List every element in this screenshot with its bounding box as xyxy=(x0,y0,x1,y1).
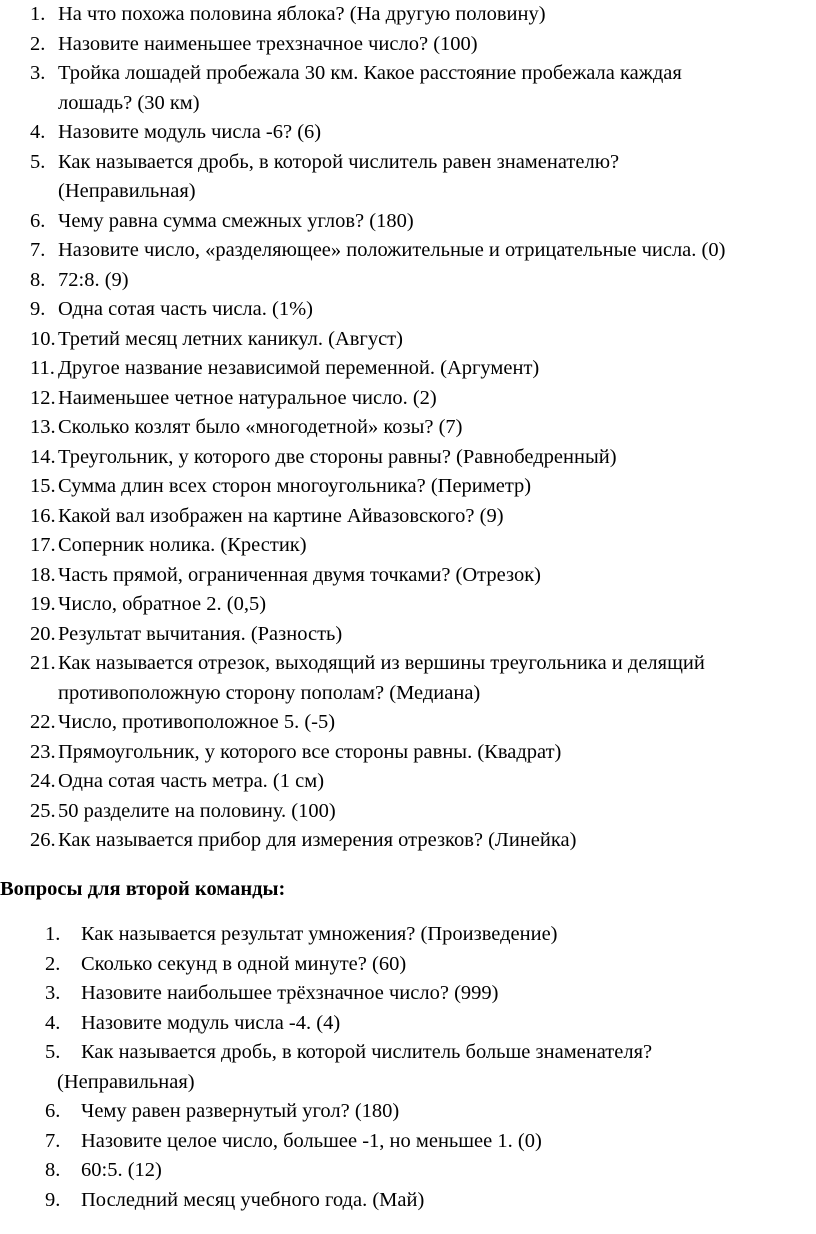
list-item xyxy=(30,384,800,414)
list-item xyxy=(30,148,800,207)
list-item xyxy=(45,1097,805,1127)
list-item xyxy=(30,826,800,856)
list-item xyxy=(30,207,800,237)
item-number: 19. xyxy=(30,593,56,615)
item-text: Наименьшее четное натуральное число. (2) xyxy=(58,386,437,409)
list-item xyxy=(45,979,805,1009)
item-text: Сколько козлят было «многодетной» козы? (7) xyxy=(58,416,463,438)
item-number: 13. xyxy=(30,416,56,438)
item-text: Одна сотая часть числа. (1%) xyxy=(58,298,313,320)
item-number: 18. xyxy=(30,563,56,586)
item-text: Как называется дробь, в которой числитель больше знаменателя? xyxy=(81,1041,653,1063)
item-text: Чему равен развернутый угол? (180) xyxy=(81,1100,400,1122)
item-text: Назовите модуль числа -4. (4) xyxy=(81,1011,341,1034)
item-number: 1. xyxy=(30,3,46,25)
item-number: 21. xyxy=(30,652,56,674)
list-item xyxy=(30,354,800,384)
item-number: 10. xyxy=(30,327,56,350)
list-item xyxy=(30,236,800,266)
item-text: Одна сотая часть метра. (1 см) xyxy=(58,770,325,792)
item-number: 7. xyxy=(45,1129,61,1152)
item-text: Другое название независимой переменной. (Аргумент) xyxy=(58,357,540,379)
item-number: 6. xyxy=(30,209,46,232)
list-item xyxy=(30,118,800,148)
item-number: 22. xyxy=(30,711,56,733)
list-item xyxy=(30,59,800,118)
list-item xyxy=(30,590,800,620)
list-item xyxy=(45,1186,805,1216)
list-item xyxy=(30,472,800,502)
list-item xyxy=(30,620,800,650)
item-text-continued: (Неправильная) xyxy=(58,180,196,202)
list-item xyxy=(45,1156,805,1186)
item-number: 2. xyxy=(30,32,46,55)
item-text: Соперник нолика. (Крестик) xyxy=(58,534,307,556)
item-number: 6. xyxy=(45,1100,61,1122)
item-text: Назовите модуль числа -6? (6) xyxy=(58,121,322,143)
list-item xyxy=(30,797,800,827)
item-number: 20. xyxy=(30,622,56,645)
item-number: 5. xyxy=(30,150,46,173)
question-list-team-one xyxy=(30,0,800,856)
item-text: Назовите наибольшее трёхзначное число? (999) xyxy=(81,982,499,1004)
list-item xyxy=(30,531,800,561)
list-item xyxy=(45,1038,805,1097)
item-text: 50 разделите на половину. (100) xyxy=(58,799,336,822)
item-number: 8. xyxy=(30,268,46,291)
list-item xyxy=(30,266,800,296)
item-number: 12. xyxy=(30,386,56,409)
item-number: 23. xyxy=(30,740,56,763)
item-text: Результат вычитания. (Разность) xyxy=(58,622,343,645)
list-item xyxy=(30,708,800,738)
item-number: 16. xyxy=(30,504,56,527)
item-text-continued: (Неправильная) xyxy=(57,1070,195,1093)
item-number: 14. xyxy=(30,445,56,468)
item-text: Назовите число, «разделяющее» положительные и отрицательные числа. (0) xyxy=(58,239,726,261)
item-text: 60:5. (12) xyxy=(81,1159,162,1181)
item-text: Прямоугольник, у которого все стороны равны. (Квадрат) xyxy=(58,740,562,763)
item-number: 26. xyxy=(30,829,56,851)
item-number: 25. xyxy=(30,799,56,822)
item-number: 1. xyxy=(45,923,61,945)
item-number: 24. xyxy=(30,770,56,792)
item-text: Чему равна сумма смежных углов? (180) xyxy=(58,209,414,232)
list-item xyxy=(30,649,800,708)
item-number: 5. xyxy=(45,1041,61,1063)
list-item xyxy=(30,30,800,60)
section-heading-team-two: Вопросы для второй команды: xyxy=(0,878,286,900)
item-text: Назовите наименьшее трехзначное число? (100) xyxy=(58,32,478,55)
item-text: Назовите целое число, большее -1, но меньшее 1. (0) xyxy=(81,1129,542,1152)
list-item xyxy=(30,561,800,591)
item-text: Число, противоположное 5. (-5) xyxy=(58,711,336,733)
question-list-team-two xyxy=(45,920,805,1215)
list-item xyxy=(30,295,800,325)
item-text: Тройка лошадей пробежала 30 км. Какое расстояние пробежала каждая xyxy=(58,62,682,84)
list-item xyxy=(30,738,800,768)
item-text: Как называется прибор для измерения отрезков? (Линейка) xyxy=(58,829,577,851)
list-item xyxy=(30,767,800,797)
list-item xyxy=(45,1009,805,1039)
list-item xyxy=(45,1127,805,1157)
item-text: Сколько секунд в одной минуте? (60) xyxy=(81,952,407,975)
item-text: Как называется отрезок, выходящий из вершины треугольника и делящий xyxy=(58,652,705,674)
item-number: 17. xyxy=(30,534,56,556)
item-text: Число, обратное 2. (0,5) xyxy=(58,593,267,615)
list-item xyxy=(30,502,800,532)
item-text: Треугольник, у которого две стороны равны? (Равнобедренный) xyxy=(58,445,617,468)
item-number: 9. xyxy=(45,1188,61,1211)
list-item xyxy=(30,0,800,30)
item-text-continued: лошадь? (30 км) xyxy=(58,91,200,114)
item-number: 2. xyxy=(45,952,61,975)
item-text: Как называется дробь, в которой числитель равен знаменателю? xyxy=(58,150,620,173)
item-text: Третий месяц летних каникул. (Август) xyxy=(58,327,403,350)
item-number: 4. xyxy=(45,1011,61,1034)
item-number: 3. xyxy=(30,62,46,84)
item-number: 3. xyxy=(45,982,61,1004)
item-text: Часть прямой, ограниченная двумя точками? (Отрезок) xyxy=(58,563,542,586)
item-text: Как называется результат умножения? (Произведение) xyxy=(81,923,558,945)
item-text: Сумма длин всех сторон многоугольника? (Периметр) xyxy=(58,475,532,497)
item-text: Последний месяц учебного года. (Май) xyxy=(81,1188,425,1211)
item-text: 72:8. (9) xyxy=(58,268,129,291)
item-number: 8. xyxy=(45,1159,61,1181)
item-number: 15. xyxy=(30,475,56,497)
item-number: 4. xyxy=(30,121,46,143)
list-item xyxy=(45,950,805,980)
list-item xyxy=(30,413,800,443)
item-number: 9. xyxy=(30,298,46,320)
item-text: Какой вал изображен на картине Айвазовского? (9) xyxy=(58,504,504,527)
item-number: 11. xyxy=(30,357,55,379)
list-item xyxy=(30,443,800,473)
item-text-continued: противоположную сторону пополам? (Медиана) xyxy=(58,681,481,704)
list-item xyxy=(30,325,800,355)
item-number: 7. xyxy=(30,239,46,261)
item-text: На что похожа половина яблока? (На другую половину) xyxy=(58,3,546,25)
list-item xyxy=(45,920,805,950)
